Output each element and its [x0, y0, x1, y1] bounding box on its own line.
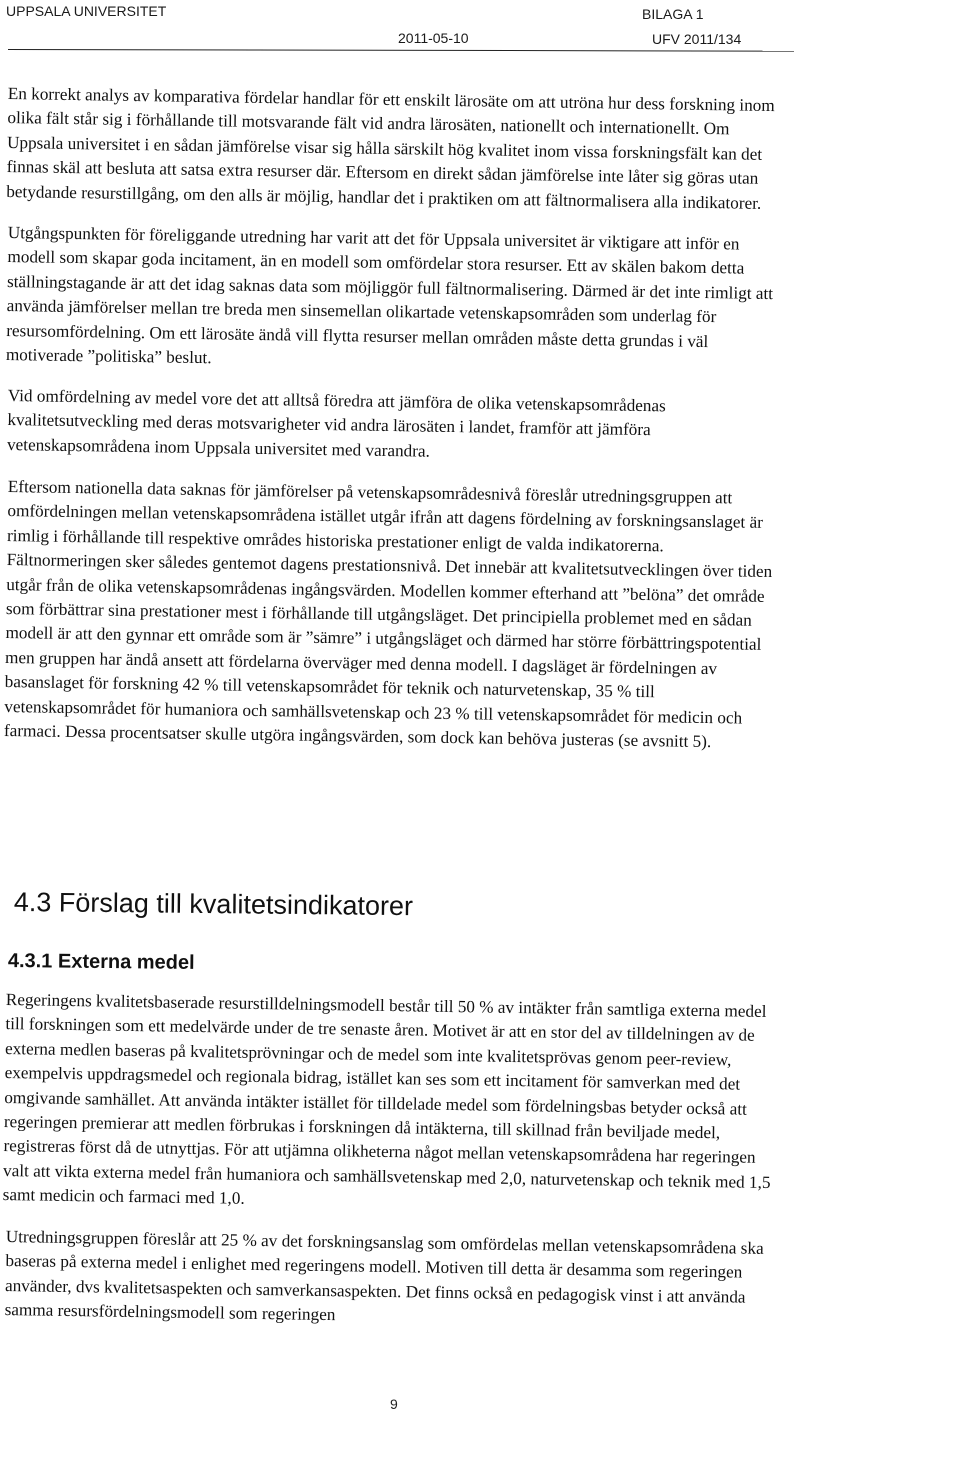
- paragraph: En korrekt analys av komparativa fördelar handlar för ett enskilt lärosäte om att utröna hur dess forskning inom olika fält står sig i förhållande till motsvarande fält vid andra lärosäten, nationellt och internationellt. Om Uppsala universitet i en sådan jämförelse visar sig hålla särskilt hög kvalitet inom vissa forskningsfält kan det finnas skäl att besluta att satsa extra resurser där. Eftersom en direkt sådan jämförelse inte låter sig göras utan betydande resurstillgång, om den alls är möjlig, handlar det i praktiken om att fältnormalisera alla indikatorer.: [6, 83, 775, 213]
- paragraph: Utgångspunkten för föreliggande utredning har varit att det för Uppsala universitet är viktigare att inför en modell som skapar goda incitament, än en modell som omfördelar stora resurser. Ett av skälen bakom detta ställningstagande är att det idag saknas data som möjliggör full fältnormalisering. Därmed är det inte rimligt att använda jämförelser mellan tre breda men sinsemellan olikartade vetenskapsområden som underlag för resursomfördelning. Om ett lärosäte ändå vill flytta resurser mellan områden måste detta grundas i väl motiverade ”politiska” beslut.: [5, 223, 774, 368]
- page-number: 9: [390, 1396, 398, 1412]
- attachment-label: BILAGA 1: [642, 6, 704, 22]
- section-heading: 4.3 Förslag till kvalitetsindikatorer: [13, 887, 414, 922]
- paragraph: Eftersom nationella data saknas för jämförelser på vetenskapsområdesnivå föreslår utredningsgruppen att omfördelningen mellan vetenskapsområdena istället utgår ifrån att dagens fördelning av forskningsanslaget är rimlig i förhållande till respektive områdes historiska prestationer enligt de valda indikatorerna. Fältnormeringen sker således gentemot dagens prestationsnivå. Det innebär att kvalitetsutvecklingen över tiden utgår från de olika vetenskapsområdenas ingångsvärden. Modellen kommer efterhand att ”belöna” det område som förbättrar sina prestationer mest i förhållande till utgångsläget. Det principiella problemet med en sådan modell är att den gynnar ett område som är ”sämre” i utgångsläget och därmed har större förbättringspotential men gruppen har ändå ansett att fördelarna överväger med denna modell. I dagsläget är fördelningen av basanslaget för forskning 42 % till vetenskapsområdet för teknik och naturvetenskap, 35 % till vetenskapsområdet för humaniora och samhällsvetenskap och 23 % till vetenskapsområdet för medicin och farmaci. Dessa procentsatser skulle utgöra ingångsvärden, som dock kan behöva justeras (se avsnitt 5).: [3, 476, 773, 751]
- paragraph: Regeringens kvalitetsbaserade resurstilldelningsmodell består till 50 % av intäkter från samtliga externa medel till forskningen som ett medelvärde under de tre senaste åren. Motivet är att en stor del av tilldelningen av de externa medlen baseras på kvalitetsprövningar och de medel som inte kvalitetsprövas genom peer-review, exempelvis uppdragsmedel och regionala bidrag, istället kan ses som ett incitament för samverkan med det omgivande samhället. Att använda intäkter istället för tilldelade medel som fördelningsbas betyder också att regeringen premierar att medlen förbrukas i forskningen då intäkterna, till skillnad från beviljade medel, registreras först då de utnyttjas. För att utjämna olikheterna något mellan vetenskapsområdena har regeringen valt att vikta externa medel från humaniora och samhällsvetenskap med 2,0, naturvetenskap och teknik med 1,5 samt medicin och farmaci med 1,0.: [2, 989, 771, 1209]
- subsection-heading: 4.3.1 Externa medel: [7, 950, 195, 974]
- document-date: 2011-05-10: [398, 30, 469, 46]
- document-number: UFV 2011/134: [652, 31, 742, 47]
- body-text-upper: [3, 82, 778, 760]
- paragraph: Vid omfördelning av medel vore det att alltså föredra att jämföra de olika vetenskapsområdenas kvalitetsutveckling med deras motsvarigheter vid andra lärosäten i landet, framför att jämföra vetenskapsområdena inom Uppsala universitet med varandra.: [6, 386, 666, 461]
- institution-name: UPPSALA UNIVERSITET: [6, 3, 167, 19]
- paragraph: Utredningsgruppen föreslår att 25 % av det forskningsanslag som omfördelas mellan vetenskapsområdena ska baseras på externa medel i enlighet med regeringens modell. Motiven till detta är desamma som regeringen använder, dvs kvalitetsaspekten och samverkansaspekten. Det finns också en pedagogisk vinst i att använda samma resursfördelningsmodell som regeringen: [4, 1226, 764, 1325]
- body-text-lower: [2, 988, 781, 1339]
- header-rule: [8, 49, 794, 52]
